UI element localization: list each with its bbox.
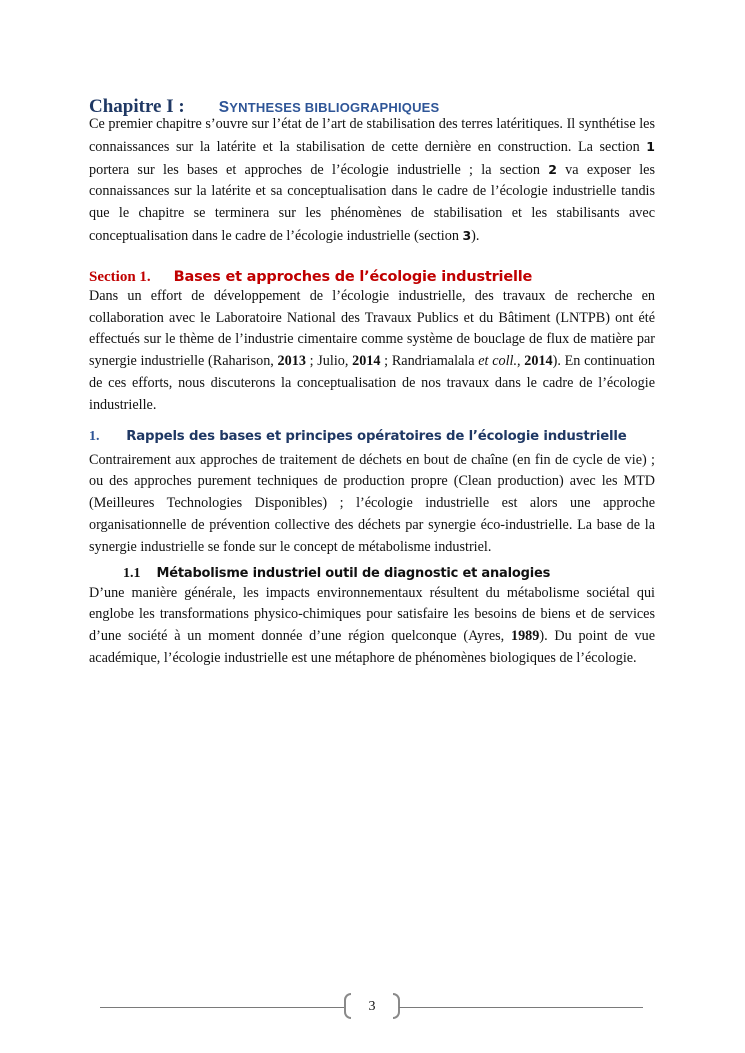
page-body: [89, 88, 655, 670]
footer-rule-left: [100, 1007, 345, 1008]
citation-year: 2013: [277, 353, 306, 370]
intro-paragraph: [89, 114, 655, 248]
section-ref-2: 2: [548, 161, 557, 177]
subsubsection-1-1-heading: [123, 563, 655, 583]
footer-left-bracket: [344, 993, 351, 1019]
intro-text-3: va exposer les connaissances sur la latérite et sa conceptualisation dans le cadre de l’écologie industrielle tandis que le chapitre se terminera sur les phénomènes de stabilisation et les stabilisants avec conceptualisation dans le cadre de l’écologie industrielle (section: [89, 161, 655, 244]
section-1-text-3: ; Randriamalala: [380, 353, 479, 370]
subsection-1-title: Rappels des bases et principes opératoires de l’écologie industrielle: [126, 428, 627, 444]
subsubsection-1-1-title: Métabolisme industriel outil de diagnostic et analogies: [156, 565, 551, 581]
subsection-1-heading: [89, 424, 655, 446]
section-1-heading: [89, 262, 655, 286]
chapter-number: Chapitre I :: [89, 96, 185, 117]
subsubsection-1-1-text-1: D’une manière générale, les impacts environnementaux résultent du métabolisme sociétal qui englobe les transformations physico-chimiques pour satisfaire les besoins de biens et de services d’une société à un moment donnée d’une région quelconque (Ayres,: [89, 584, 655, 645]
page-footer: [0, 990, 745, 1024]
section-1-label: Section 1.: [89, 268, 151, 285]
subsection-1-number: 1.: [89, 428, 100, 444]
intro-text-1: Ce premier chapitre s’ouvre sur l’état de l’art de stabilisation des terres latéritiques. Il synthétise les connaissances sur la latérite et la stabilisation de cette dernière en construction. La section: [89, 116, 655, 155]
section-1-text-1: Dans un effort de développement de l’écologie industrielle, des travaux de recherche en collaboration avec le Laboratoire National des Travaux Publics et du Bâtiment (LNTPB) ont été effectués sur le thème de l’industrie cimentaire comme système de bouclage de flux de matière par synergie industrielle (Raharison,: [89, 287, 655, 370]
footer-rule-right: [399, 1007, 643, 1008]
section-1-text-2: ; Julio,: [305, 353, 353, 370]
subsubsection-1-1-paragraph: [89, 583, 655, 670]
section-1-paragraph: [89, 286, 655, 417]
chapter-heading: [89, 88, 655, 117]
subsection-1-paragraph: Contrairement aux approches de traitement de déchets en bout de chaîne (en fin de cycle de vie) ; ou des approches purement techniques de production propre (Clean production) avec les MTD (Meilleures Technologies Disponibles) ; l’écologie industrielle est alors une approche organisationnelle de prévention collective des déchets par synergie éco-industrielle. La base de la synergie industrielle se fonde sur le concept de métabolisme industriel.: [89, 451, 655, 555]
et-coll: et coll.: [478, 353, 518, 370]
intro-text-4: ).: [471, 227, 480, 244]
section-ref-3: 3: [462, 227, 472, 243]
section-1-title: Bases et approches de l’écologie industrielle: [173, 268, 533, 285]
chapter-title-rest: YNTHESES BIBLIOGRAPHIQUES: [229, 100, 440, 115]
intro-text-2: portera sur les bases et approches de l’écologie industrielle ; la section: [89, 161, 549, 178]
section-1-text-4: ,: [517, 353, 525, 370]
subsubsection-1-1-number: 1.1: [123, 565, 141, 581]
citation-year: 1989: [510, 628, 540, 645]
section-ref-1: 1: [646, 138, 655, 154]
section-1-text-5: ). En continuation de ces efforts, nous discuterons la conceptualisation de nos travaux dans le cadre de l’écologie industrielle.: [89, 353, 655, 413]
footer-right-bracket: [393, 993, 400, 1019]
subsubsection-1-1-text-2: ). Du point de vue académique, l’écologie industrielle est une métaphore de phénomènes biologiques de l’écologie.: [89, 628, 656, 666]
citation-year: 2014: [524, 353, 553, 370]
page-number: 3: [368, 999, 376, 1014]
citation-year: 2014: [352, 353, 381, 370]
chapter-title-initial: S: [218, 99, 230, 116]
